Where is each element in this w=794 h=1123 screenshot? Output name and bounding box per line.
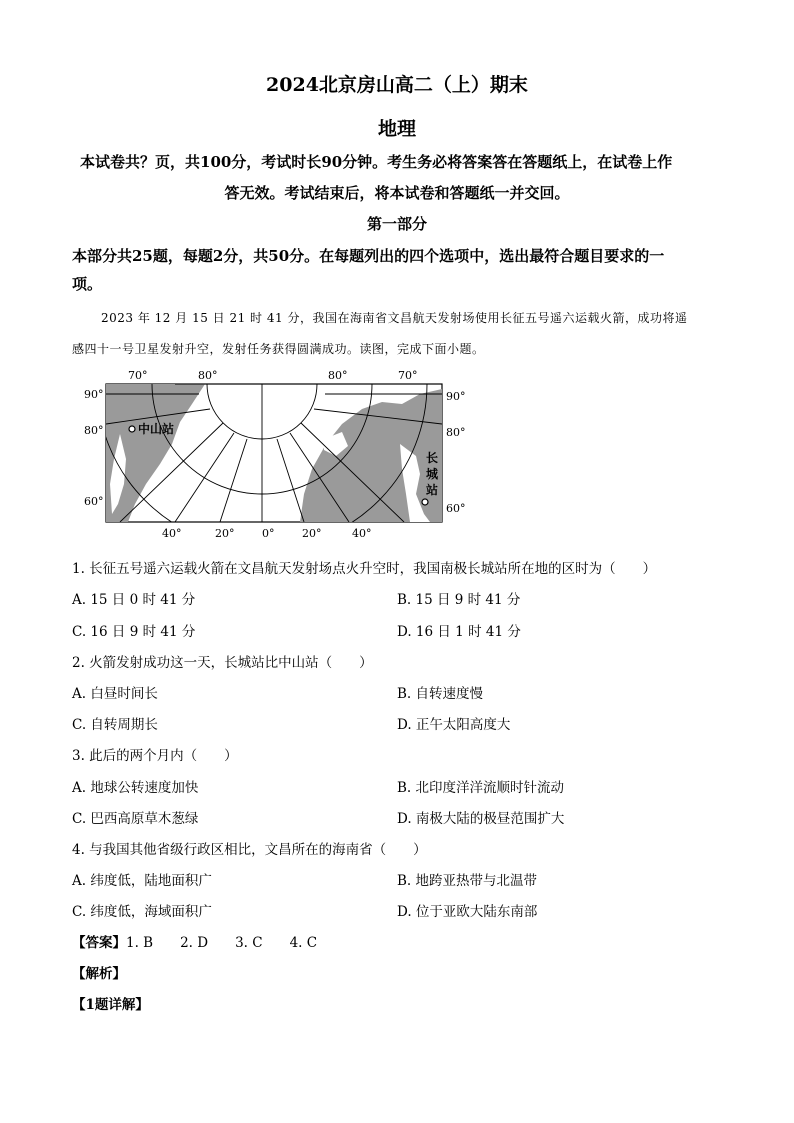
answer-label: 【答案】 bbox=[72, 935, 126, 951]
zhongshan-station-marker bbox=[129, 426, 135, 432]
question-1-stem: 1. 长征五号遥六运载火箭在文昌航天发射场点火升空时，我国南极长城站所在地的区时为（ ） bbox=[72, 561, 657, 577]
part-intro-line1: 本部分共25题，每题2分，共50分。在每题列出的四个选项中，选出最符合题目要求的一 bbox=[72, 247, 665, 265]
exam-notice-line2: 答无效。考试结束后，将本试卷和答题纸一并交回。 bbox=[224, 184, 570, 202]
left-label-2: 80° bbox=[84, 424, 104, 437]
question-4-option-a[interactable]: A. 纬度低，陆地面积广 bbox=[72, 873, 212, 889]
question-1-option-c[interactable]: C. 16 日 9 时 41 分 bbox=[72, 624, 196, 640]
answer-line bbox=[72, 931, 317, 951]
question-3-option-d[interactable]: D. 南极大陆的极昼范围扩大 bbox=[397, 811, 565, 827]
right-label-1: 90° bbox=[446, 390, 466, 403]
right-label-3: 60° bbox=[446, 502, 466, 515]
analysis-detail-heading: 【1题详解】 bbox=[72, 997, 149, 1013]
analysis-label: 【解析】 bbox=[72, 966, 126, 982]
question-3-option-a[interactable]: A. 地球公转速度加快 bbox=[72, 780, 199, 796]
question-2-option-c[interactable]: C. 自转周期长 bbox=[72, 717, 158, 733]
question-4-option-b[interactable]: B. 地跨亚热带与北温带 bbox=[397, 873, 538, 889]
question-2-stem: 2. 火箭发射成功这一天，长城站比中山站（ ） bbox=[72, 655, 373, 671]
material-line2: 感四十一号卫星发射升空，发射任务获得圆满成功。读图，完成下面小题。 bbox=[72, 342, 485, 356]
part-title: 第一部分 bbox=[366, 215, 427, 233]
bottom-label-3: 0° bbox=[262, 527, 275, 540]
question-1-option-a[interactable]: A. 15 日 0 时 41 分 bbox=[72, 592, 196, 608]
question-3-option-b[interactable]: B. 北印度洋洋流顺时针流动 bbox=[397, 780, 565, 796]
changcheng-label-2: 城 bbox=[426, 467, 439, 481]
top-label-1: 70° bbox=[128, 369, 148, 382]
material-line1: 2023 年 12 月 15 日 21 时 41 分，我国在海南省文昌航天发射场使用长征五号遥六运载火箭，成功将遥 bbox=[101, 311, 688, 325]
exam-title: 2024北京房山高二（上）期末 bbox=[266, 74, 528, 96]
question-4-stem: 4. 与我国其他省级行政区相比，文昌所在的海南省（ ） bbox=[72, 842, 427, 858]
zhongshan-station-label: 中山站 bbox=[138, 422, 175, 436]
subject-title: 地理 bbox=[377, 118, 416, 140]
bottom-label-4: 20° bbox=[302, 527, 322, 540]
top-label-4: 70° bbox=[398, 369, 418, 382]
right-label-2: 80° bbox=[446, 426, 466, 439]
question-1-option-d[interactable]: D. 16 日 1 时 41 分 bbox=[397, 624, 521, 640]
left-label-1: 90° bbox=[84, 388, 104, 401]
top-label-2: 80° bbox=[198, 369, 218, 382]
exam-notice-line1: 本试卷共？页，共100分，考试时长90分钟。考生务必将答案答在答题纸上，在试卷上作 bbox=[80, 153, 673, 171]
bottom-label-2: 20° bbox=[215, 527, 235, 540]
bottom-label-5: 40° bbox=[352, 527, 372, 540]
answer-values: 1. B 2. D 3. C 4. C bbox=[126, 935, 318, 951]
question-4-option-d[interactable]: D. 位于亚欧大陆东南部 bbox=[397, 904, 538, 920]
question-1-option-b[interactable]: B. 15 日 9 时 41 分 bbox=[397, 592, 521, 608]
antarctic-map bbox=[80, 364, 470, 544]
question-3-stem: 3. 此后的两个月内（ ） bbox=[72, 748, 238, 764]
bottom-label-1: 40° bbox=[162, 527, 182, 540]
question-2-option-d[interactable]: D. 正午太阳高度大 bbox=[397, 717, 511, 733]
left-label-3: 60° bbox=[84, 495, 104, 508]
question-2-option-a[interactable]: A. 白昼时间长 bbox=[72, 686, 158, 702]
question-4-option-c[interactable]: C. 纬度低，海域面积广 bbox=[72, 904, 212, 920]
changcheng-label-3: 站 bbox=[426, 483, 439, 497]
changcheng-label-1: 长 bbox=[426, 451, 439, 465]
question-3-option-c[interactable]: C. 巴西高原草木葱绿 bbox=[72, 811, 199, 827]
question-2-option-b[interactable]: B. 自转速度慢 bbox=[397, 686, 484, 702]
part-intro-line2: 项。 bbox=[72, 275, 103, 293]
top-label-3: 80° bbox=[328, 369, 348, 382]
changcheng-station-marker bbox=[422, 499, 428, 505]
